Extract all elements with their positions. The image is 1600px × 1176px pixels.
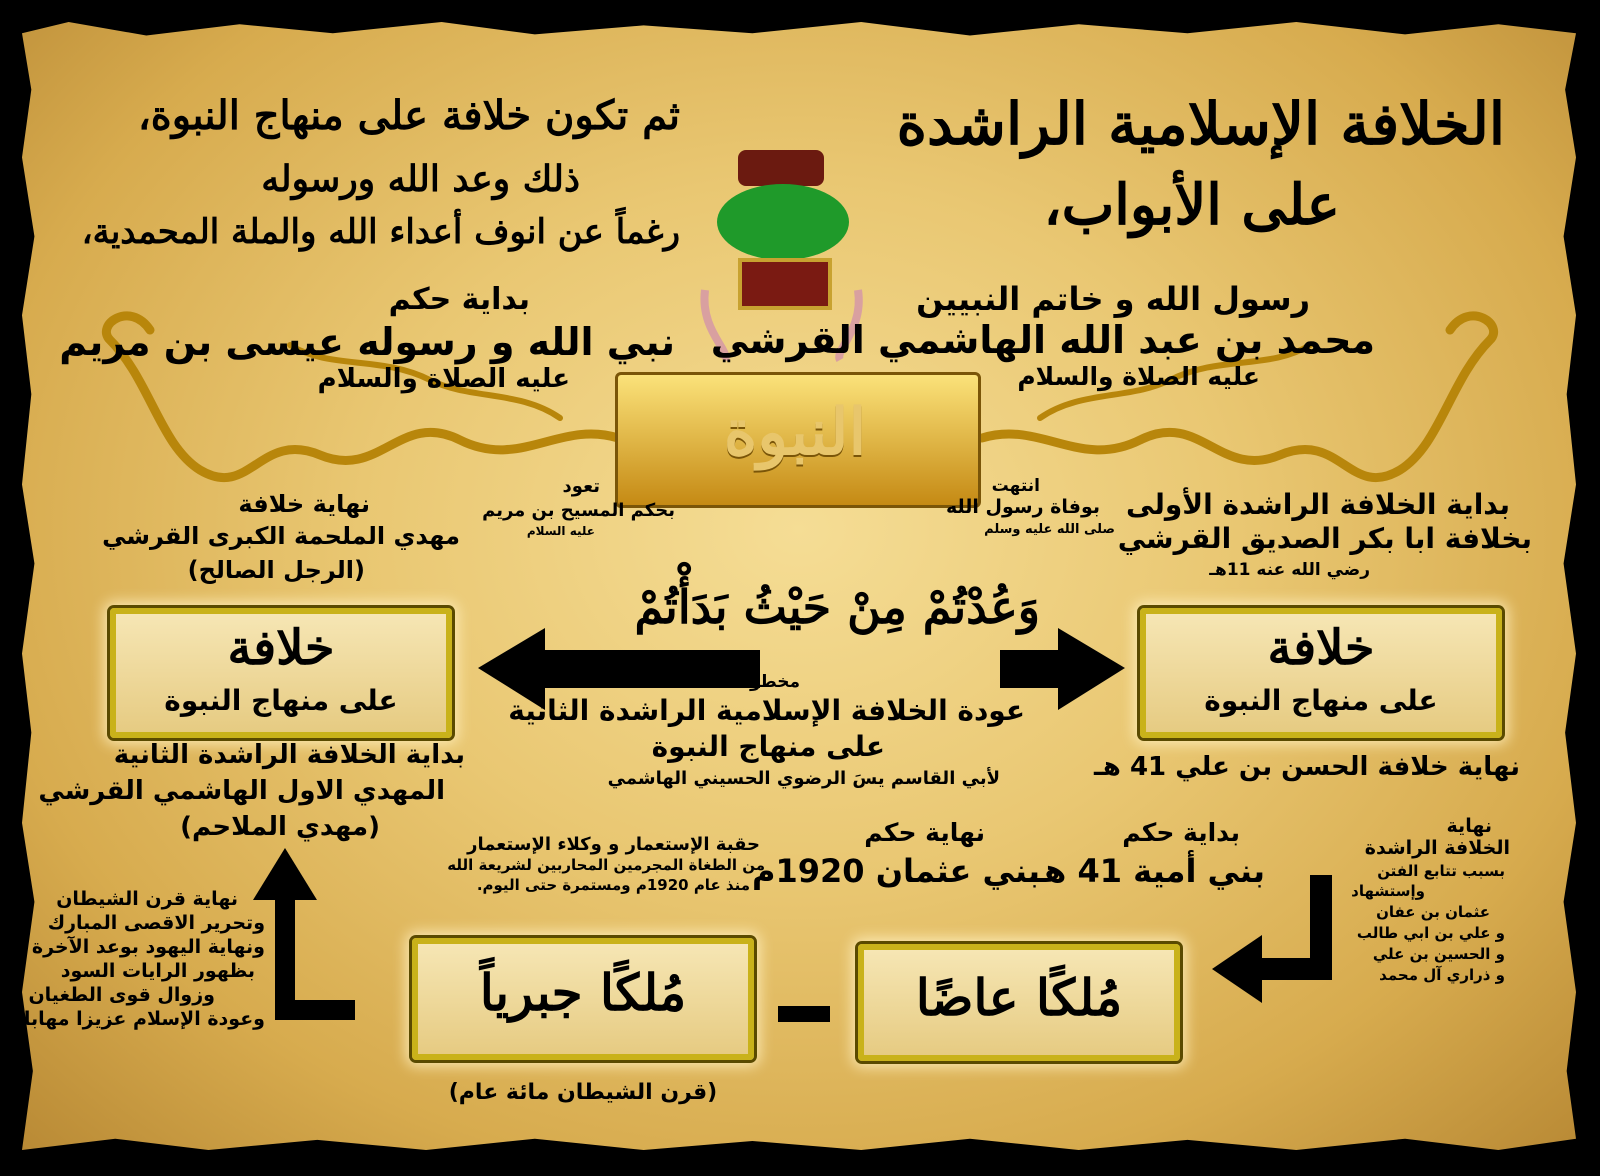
end-rashida-line5: عثمان بن عفان	[1376, 903, 1490, 921]
end-rashida-line7: و الحسين بن علي	[1372, 945, 1505, 963]
colonial-line3: منذ عام 1920م ومستمرة حتى اليوم.	[476, 876, 750, 894]
first-caliphate-line1: بداية الخلافة الراشدة الأولى	[1126, 488, 1510, 521]
caliphate-box-left-title: خلافة	[227, 620, 335, 676]
title-main: الخلافة الإسلامية الراشدة	[896, 90, 1505, 158]
end-satan-line3: ونهاية اليهود بوعد الآخرة	[31, 936, 265, 958]
umayya-line2: بني أمية 41 هـ	[1033, 852, 1265, 890]
end-rashida-line1: نهاية	[1446, 815, 1492, 837]
end-rashida-line3: بسبب تتابع الفتن	[1377, 862, 1505, 880]
ended-line1: انتهت	[991, 476, 1040, 496]
returns-line2: بحكم المسيح بن مريم	[482, 500, 675, 521]
umayya-line1: بداية حكم	[1122, 818, 1240, 847]
right-prophet-line1: رسول الله و خاتم النبيين	[916, 280, 1310, 318]
center-plan-line3: على منهاج النبوة	[651, 730, 885, 763]
returns-line3: عليه السلام	[526, 524, 595, 538]
connector-dash	[778, 1006, 830, 1022]
end-satan-line1: نهاية قرن الشيطان	[56, 888, 238, 910]
end-satan-line6: وعودة الإسلام عزيزا مهابا	[23, 1008, 265, 1030]
first-caliphate-line2: بخلافة ابا بكر الصديق القرشي	[1117, 522, 1532, 555]
end-caliphate-left-line1: نهاية خلافة	[238, 490, 370, 518]
second-caliphate-line3: (مهدي الملاحم)	[180, 812, 380, 842]
end-caliphate-left-line2: مهدي الملحمة الكبرى القرشي	[102, 522, 460, 550]
right-prophet-line2: محمد بن عبد الله الهاشمي القرشي	[710, 318, 1375, 362]
caliphate-box-right-sub: على منهاج النبوة	[1204, 684, 1438, 717]
satan-century: (قرن الشيطان مائة عام)	[448, 1080, 718, 1105]
returns-line1: تعود	[562, 476, 600, 497]
prophethood-plaque-label: النبوة	[723, 395, 867, 470]
caliphate-box-right-title: خلافة	[1267, 620, 1375, 676]
end-satan-line5: وزوال قوى الطغيان	[28, 984, 215, 1006]
second-caliphate-line2: المهدي الاول الهاشمي القرشي	[38, 776, 445, 806]
center-plan-line4: لأبي القاسم يسَ الرضوي الحسيني الهاشمي	[607, 768, 1000, 789]
right-prophet-line3: عليه الصلاة والسلام	[1017, 362, 1260, 391]
ended-line3: صلى الله عليه وسلم	[984, 522, 1115, 537]
end-caliphate-left-line3: (الرجل الصالح)	[187, 556, 365, 584]
end-rashida-line2: الخلافة الراشدة	[1364, 837, 1510, 859]
quote-line1: ثم تكون خلافة على منهاج النبوة،	[137, 92, 680, 139]
ended-line2: بوفاة رسول الله	[945, 496, 1100, 518]
left-prophet-line1: بداية حكم	[388, 282, 530, 317]
center-plan-line2: عودة الخلافة الإسلامية الراشدة الثانية	[508, 694, 1025, 727]
arrow-to-biting-kingdom	[1212, 875, 1332, 1003]
ottoman-line1: نهاية حكم	[864, 818, 985, 847]
end-rashida-line6: و علي بن ابي طالب	[1356, 924, 1505, 942]
tyrannical-kingdom-label: مُلكًا جبرياً	[479, 963, 687, 1022]
center-plan-line1: مخطوط	[732, 672, 800, 692]
ottoman-line2: بني عثمان 1920م	[752, 852, 1040, 890]
end-satan-line2: وتحرير الاقصى المبارك	[47, 912, 265, 934]
end-satan-line4: بظهور الرايات السود	[60, 960, 255, 982]
first-caliphate-line3: رضي الله عنه 11هـ	[1209, 560, 1370, 580]
caliphate-box-left-sub: على منهاج النبوة	[164, 684, 398, 717]
quote-line2: ذلك وعد الله ورسوله	[261, 158, 580, 200]
biting-kingdom-label: مُلكًا عاضًا	[915, 968, 1123, 1027]
end-rashida-line8: و ذراري آل محمد	[1379, 966, 1505, 984]
colonial-line1: حقبة الإستعمار و وكلاء الإستعمار	[467, 834, 760, 855]
second-caliphate-line1: بداية الخلافة الراشدة الثانية	[113, 740, 465, 770]
left-prophet-line2: نبي الله و رسوله عيسى بن مريم	[59, 320, 675, 364]
arrow-up-to-caliphate	[253, 848, 355, 1020]
end-rashida-line4: وإستشهاد	[1351, 882, 1425, 900]
title-sub: على الأبواب،	[1043, 172, 1340, 238]
left-prophet-line3: عليه الصلاة والسلام	[317, 364, 570, 394]
verse: وَعُدْتُمْ مِنْ حَيْثُ بَدَأْتُمْ	[634, 580, 1040, 634]
colonial-line2: من الطغاة المجرمين المحاربين لشريعة الله	[447, 856, 765, 874]
quote-line3: رغماً عن انوف أعداء الله والملة المحمدية،	[81, 212, 680, 252]
end-hasan: نهاية خلافة الحسن بن علي 41 هـ	[1093, 752, 1520, 782]
